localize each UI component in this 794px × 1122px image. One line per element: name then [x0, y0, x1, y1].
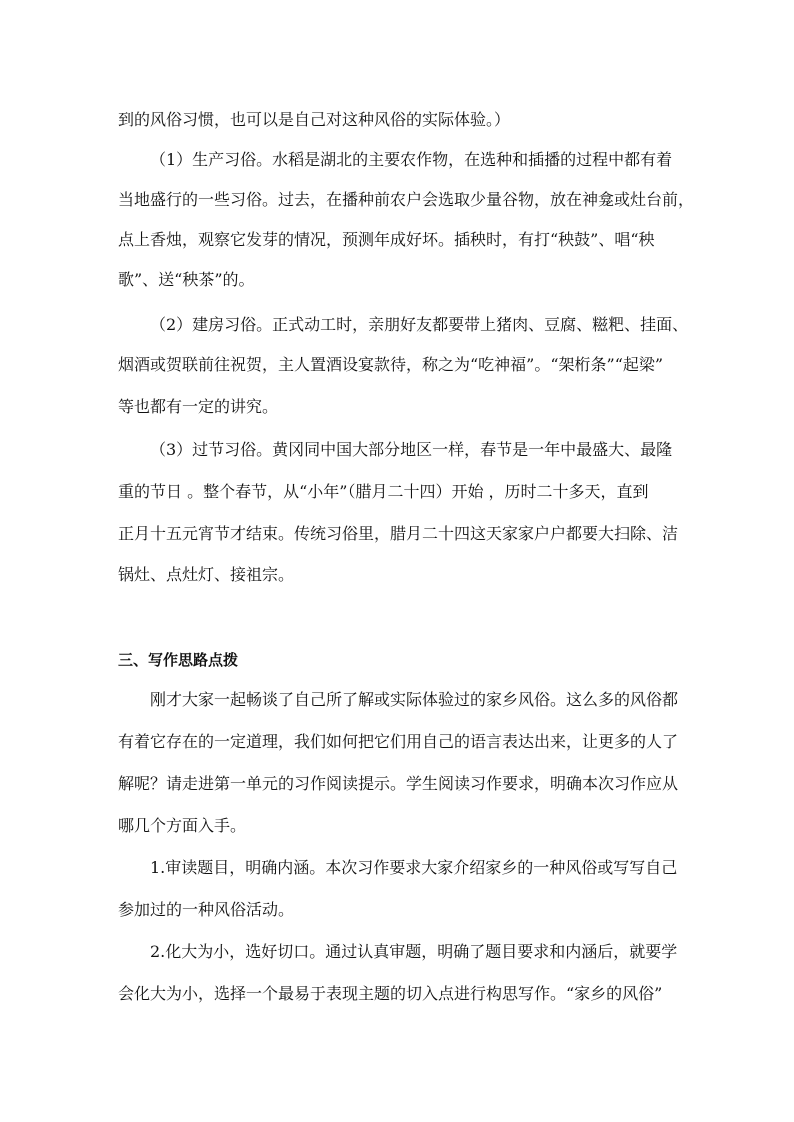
paragraph-line: 2.化大为小，选好切口。通过认真审题，明确了题目要求和内涵后，就要学: [150, 942, 678, 961]
paragraph-line: （3）过节习俗。黄冈同中国大部分地区一样，春节是一年中最盛大、最隆: [150, 440, 673, 459]
paragraph-line: 哪几个方面入手。: [118, 816, 247, 835]
paragraph-line: 歌”、送“秧茶”的。: [118, 270, 255, 289]
paragraph-line: 锅灶、点灶灯、接祖宗。: [118, 565, 295, 584]
paragraph-line: （2）建房习俗。正式动工时，亲朋好友都要带上猪肉、豆腐、糍粑、挂面、: [150, 315, 689, 334]
section-heading: 三、写作思路点拨: [118, 651, 239, 669]
paragraph-line: 重的节日 。整个春节，从“小年”（腊月二十四）开始 ，历时二十多天，直到: [118, 482, 649, 501]
paragraph-line: 点上香烛，观察它发芽的情况，预测年成好坏。插秧时，有打“秧鼓”、唱“秧: [118, 230, 655, 249]
paragraph-line: 当地盛行的一些习俗。过去，在播种前农户会选取少量谷物，放在神龛或灶台前，: [118, 190, 695, 209]
paragraph-line: 解呢？请走进第一单元的习作阅读提示。学生阅读习作要求，明确本次习作应从: [118, 774, 679, 793]
paragraph-line: 有着它存在的一定道理，我们如何把它们用自己的语言表达出来，让更多的人了: [118, 732, 679, 751]
paragraph-line: （1）生产习俗。水稻是湖北的主要农作物，在选种和插播的过程中都有着: [150, 150, 673, 169]
paragraph-line: 烟酒或贺联前往祝贺，主人置酒设宴款待，称之为“吃神福”。“架桁条”“起梁”: [118, 355, 664, 374]
paragraph-line: 刚才大家一起畅谈了自己所了解或实际体验过的家乡风俗。这么多的风俗都: [150, 690, 679, 709]
paragraph-line: 正月十五元宵节才结束。传统习俗里，腊月二十四这天家家户户都要大扫除、洁: [118, 524, 679, 543]
paragraph-line: 会化大为小，选择一个最易于表现主题的切入点进行构思写作。“家乡的风俗”: [118, 984, 663, 1003]
paragraph-line: 到的风俗习惯，也可以是自己对这种风俗的实际体验。）: [118, 110, 511, 129]
paragraph-line: 1.审读题目，明确内涵。本次习作要求大家介绍家乡的一种风俗或写写自己: [150, 858, 678, 877]
paragraph-line: 等也都有一定的讲究。: [118, 397, 279, 416]
paragraph-line: 参加过的一种风俗活动。: [118, 900, 295, 919]
